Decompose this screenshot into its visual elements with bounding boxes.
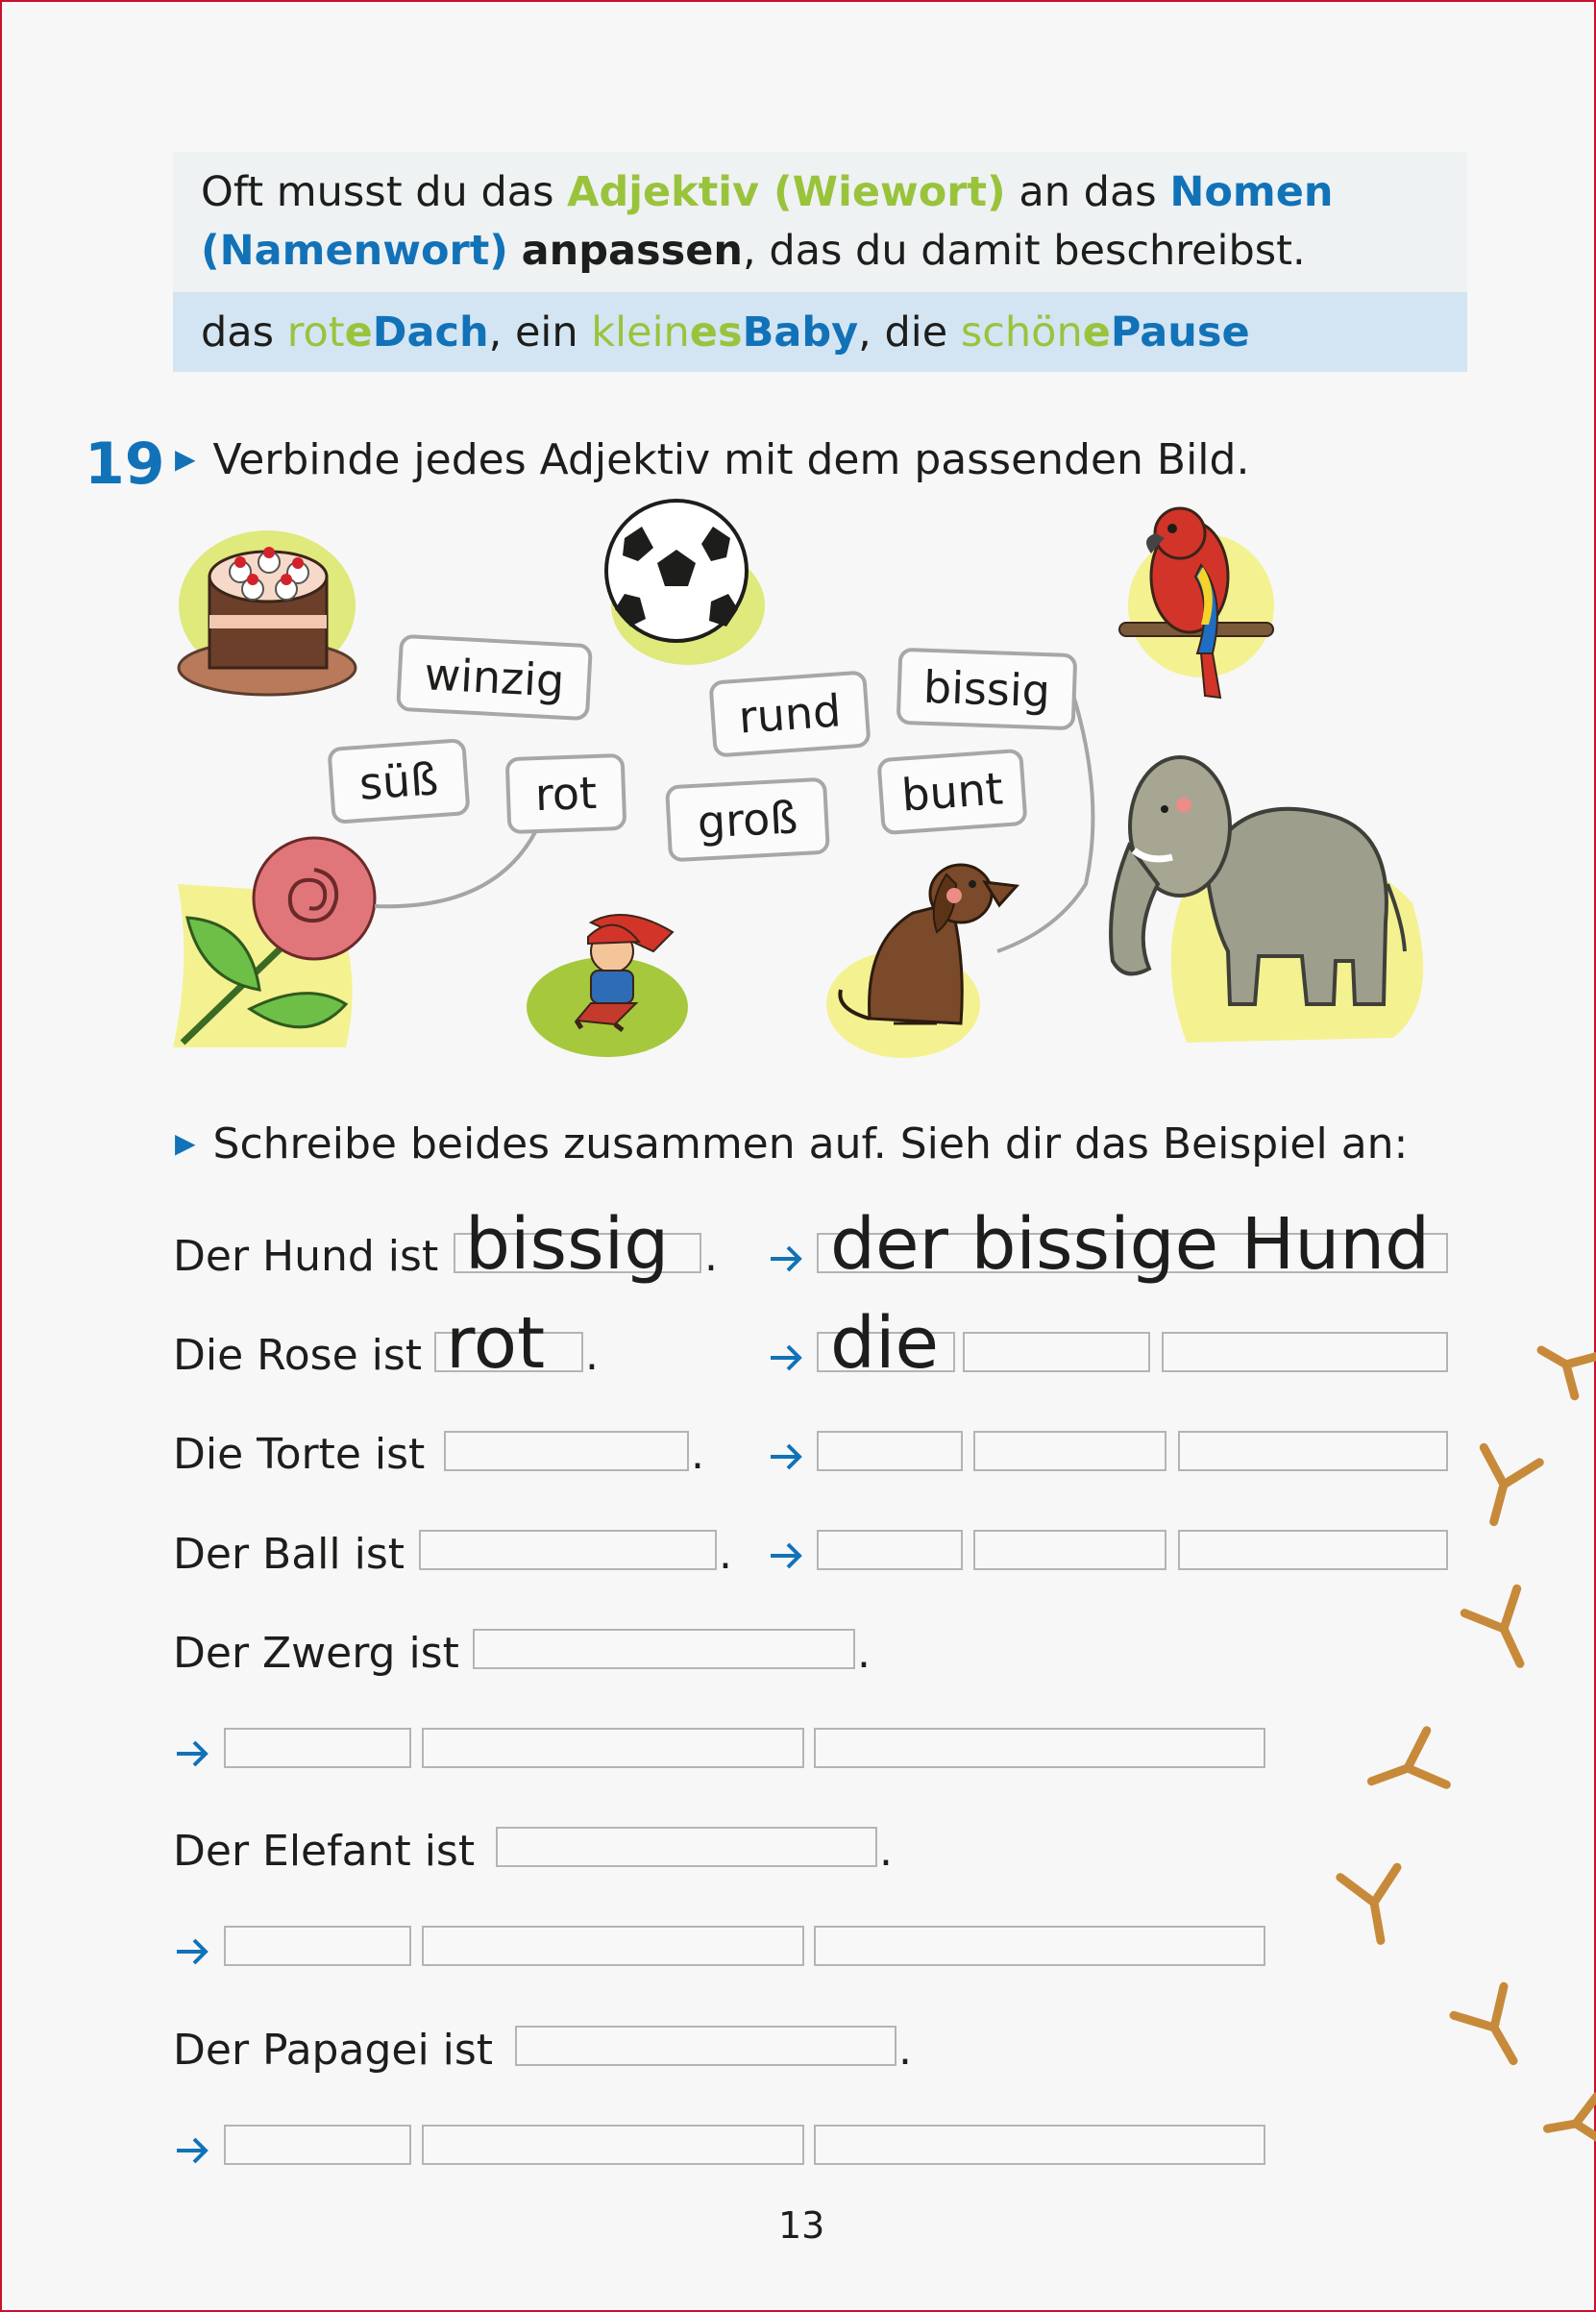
answer-field[interactable] xyxy=(496,1827,877,1867)
result-field[interactable] xyxy=(963,1332,1150,1372)
row-label-zwerg: Der Zwerg ist xyxy=(173,1629,459,1678)
word-suess[interactable]: süß xyxy=(327,738,470,824)
result-field[interactable] xyxy=(1162,1332,1448,1372)
arrow-right-icon xyxy=(767,1438,805,1476)
arrow-right-icon xyxy=(767,1537,805,1575)
triangle-right-icon: ▶ xyxy=(175,443,196,475)
dog-icon[interactable] xyxy=(826,865,1017,1058)
result-field[interactable] xyxy=(422,1728,804,1768)
row-label-hund: Der Hund ist xyxy=(173,1232,439,1281)
gnome-icon[interactable] xyxy=(527,915,688,1057)
row-label-rose: Die Rose ist xyxy=(173,1331,423,1380)
result-field[interactable] xyxy=(973,1530,1166,1570)
example-text: das roteDach, ein kleinesBaby, die schönePause xyxy=(201,308,1250,357)
word-winzig[interactable]: winzig xyxy=(396,634,593,721)
result-field[interactable] xyxy=(422,1926,804,1966)
handwritten-result: die xyxy=(830,1302,940,1385)
task-instruction-write: ▶ Schreibe beides zusammen auf. Sieh dir das Beispiel an: xyxy=(175,1119,1409,1168)
connection-line-rot xyxy=(375,823,540,906)
word-bissig[interactable]: bissig xyxy=(896,648,1078,730)
parrot-icon[interactable] xyxy=(1119,508,1274,698)
handwritten-result: der bissige Hund xyxy=(830,1203,1431,1286)
result-field[interactable] xyxy=(973,1431,1166,1471)
result-field[interactable] xyxy=(224,2125,411,2165)
row-label-torte: Die Torte ist xyxy=(173,1430,426,1479)
row-label-ball: Der Ball ist xyxy=(173,1530,405,1579)
result-field[interactable] xyxy=(817,1431,963,1471)
arrow-right-icon xyxy=(173,2131,211,2170)
task-number: 19 xyxy=(85,430,165,498)
arrow-right-icon xyxy=(173,1932,211,1971)
football-icon[interactable] xyxy=(606,501,765,665)
rose-icon[interactable] xyxy=(173,838,375,1047)
task-instruction: ▶ Verbinde jedes Adjektiv mit dem passenden Bild. xyxy=(175,435,1250,484)
result-field[interactable] xyxy=(817,1530,963,1570)
arrow-right-icon xyxy=(767,1339,805,1377)
arrow-right-icon xyxy=(173,1734,211,1773)
result-field[interactable] xyxy=(1178,1530,1448,1570)
word-rund[interactable]: rund xyxy=(708,670,871,757)
handwritten-answer: rot xyxy=(446,1302,546,1385)
result-field[interactable] xyxy=(814,1926,1265,1966)
answer-field[interactable] xyxy=(515,2026,896,2066)
page-number: 13 xyxy=(778,2204,825,2247)
result-field[interactable] xyxy=(224,1728,411,1768)
word-bunt[interactable]: bunt xyxy=(876,749,1027,835)
answer-field[interactable] xyxy=(473,1629,855,1669)
rule-anpassen: anpassen xyxy=(521,227,743,275)
answer-field[interactable] xyxy=(444,1431,689,1471)
result-field[interactable] xyxy=(422,2125,804,2165)
row-label-elefant: Der Elefant ist xyxy=(173,1827,476,1876)
elephant-icon[interactable] xyxy=(1111,757,1423,1043)
rule-adjective: Adjektiv (Wiewort) xyxy=(567,168,1006,216)
cake-icon[interactable] xyxy=(179,530,356,695)
word-rot[interactable]: rot xyxy=(505,753,627,834)
result-field[interactable] xyxy=(224,1926,411,1966)
row-label-papagei: Der Papagei ist xyxy=(173,2026,494,2075)
arrow-right-icon xyxy=(767,1240,805,1278)
triangle-right-icon: ▶ xyxy=(175,1127,196,1159)
word-gross[interactable]: groß xyxy=(665,777,830,863)
handwritten-answer: bissig xyxy=(465,1203,670,1286)
illustrations xyxy=(0,0,1596,1076)
rule-text: Oft musst du das Adjektiv (Wiewort) an das Nomen (Namenwort) anpassen, das du damit beschreibst. xyxy=(201,168,1334,275)
result-field[interactable] xyxy=(814,1728,1265,1768)
result-field[interactable] xyxy=(1178,1431,1448,1471)
rule-nomen: Nomen (Namenwort) xyxy=(201,168,1334,275)
answer-field[interactable] xyxy=(419,1530,717,1570)
result-field[interactable] xyxy=(814,2125,1265,2165)
